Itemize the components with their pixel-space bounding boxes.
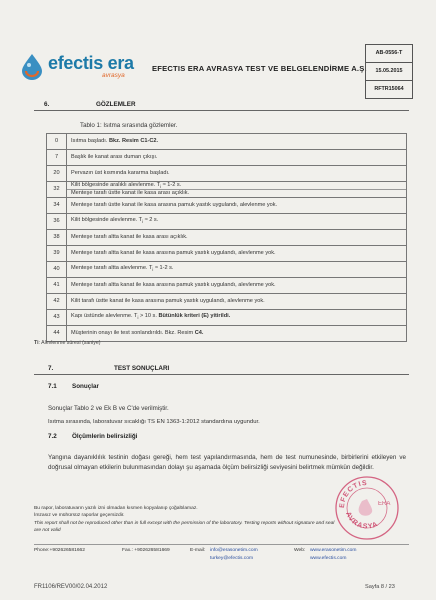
observation-text: Pervazın üst kısmında kararma başladı. [71,170,170,176]
observation-cell [67,262,407,278]
observation-text: ≈ 2 s. [143,217,159,224]
table-caption: Tablo 1: Isıtma sırasında gözlemler. [80,122,178,129]
observation-cell [67,246,407,262]
web-label: Web: [294,548,306,553]
section-6-heading [34,101,409,111]
accreditation-code: AB-0556-T [366,45,412,63]
page-number: Sayfa 8 / 23 [365,584,395,590]
subsection-number: 7.2 [48,433,57,440]
observation-line: Menteşe tarafı üstte kanat ile kasa arası açıklık. [71,190,190,196]
email-link-1[interactable]: info@erasonetim.com [210,548,258,553]
table-row [47,198,407,214]
time-cell: 44 [47,326,67,342]
section-number: 7. [48,365,54,372]
subsection-number: 7.1 [48,383,57,390]
table-row [47,166,407,182]
observation-text: Menteşe tarafı altta kanat ile kasa arası açıklık. [71,234,188,240]
section-title: TEST SONUÇLARI [114,365,170,372]
temperature-paragraph: Isıtma sırasında, laboratuvar sıcaklığı TS EN 1363-1:2012 standardına uygundur. [48,419,260,425]
disclaimer-en-1: This report shall not be reproduced other than in full except with the permission of the laboratory. Testing reports without signature and seal [34,520,335,526]
table-note [34,340,101,346]
observation-text: Menteşe tarafı üstte kanat ile kasa arasına pamuk yastık uygulandı, alevlenme yok. [71,202,278,208]
stamp-right-text: ERA [378,501,391,507]
logo-subtext: avrasya [102,72,125,79]
section-7-heading [34,365,409,375]
report-date: 15.05.2015 [366,63,412,81]
observation-cell [67,230,407,246]
subscript-i: i [152,267,154,273]
observation-cell [67,326,407,342]
subsection-title: Sonuçlar [72,383,99,390]
subscript-i: i [142,219,144,225]
time-cell: 7 [47,150,67,166]
observation-text: Isıtma başladı. [71,138,109,144]
observation-text: Kilit tarafı üstte kanat ile kasa arasına pamuk yastık uygulandı, alevlenme yok. [71,298,265,304]
stamp-bottom-text: AVRASYA [344,510,380,531]
observation-text: Müşterinin onayı ile test sonlandırıldı. Bkz. Resim [71,330,195,336]
time-cell: 32 [47,182,67,198]
subsection-7-2-heading [48,433,138,440]
observation-cell [67,150,407,166]
observation-cell [67,198,407,214]
time-cell: 43 [47,310,67,326]
table-row [47,134,407,150]
time-cell: 42 [47,294,67,310]
observation-cell [67,278,407,294]
section-number: 6. [44,101,50,108]
time-cell: 38 [47,230,67,246]
subscript-i: i [160,184,162,190]
table-row [47,262,407,278]
table-row [47,182,407,198]
observation-cell [67,214,407,230]
web-link-2[interactable]: www.efectis.com [310,556,347,561]
observation-text: Menteşe tarafı altta alevlenme. T [71,265,153,272]
web-link-1[interactable]: www.erasonetim.com [310,548,357,553]
table-row [47,310,407,326]
table-row [47,230,407,246]
time-cell: 0 [47,134,67,150]
time-cell: 39 [47,246,67,262]
disclaimer-en-2: are not valid [34,527,61,533]
table-row [47,214,407,230]
drop-logo-icon [18,52,46,80]
company-name: EFECTIS ERA AVRASYA TEST VE BELGELENDİRME A.Ş. [152,64,367,73]
results-paragraph: Sonuçlar Tablo 2 ve Ek B ve C'de verilmiştir. [48,405,169,412]
form-code: FR1106/REV00/02.04.2012 [34,584,108,590]
observation-text: > 10 s. [138,313,159,320]
observation-text: Menteşe tarafı altta kanat ile kasa arasına pamuk yastık uygulandı, alevlenme yok. [71,250,276,256]
disclaimer-tr-2: İmzasız ve mühürsüz raporlar geçersizdir. [34,513,125,519]
time-cell: 40 [47,262,67,278]
observation-line [67,182,406,190]
time-cell: 41 [47,278,67,294]
observation-text: Menteşe tarafı altta kanat ile kasa arasına pamuk yastık uygulandı, alevlenme yok. [71,282,276,288]
stamp-top-text: EFECTIS [338,479,368,509]
note-text: : Alevlenme süresi (saniye) [38,340,101,346]
observation-emphasis: C4. [194,330,204,336]
observation-cell [67,310,407,326]
report-number: RFTR15064 [374,86,404,92]
observation-emphasis: Bütünlük kriteri (E) yitirildi. [158,313,231,320]
email-link-2[interactable]: turkey@efectis.com [210,556,254,561]
observations-table [46,133,407,342]
observation-cell [67,294,407,310]
observation-text: Kilit bölgesinde alevlenme. T [71,217,143,224]
time-cell: 34 [47,198,67,214]
table-row [47,294,407,310]
phone-number: Phone:+902626581662 [34,548,85,553]
disclaimer-tr-1: Bu rapor, laboratuvarın yazılı izni olmadan kısmen kopyalanıp çoğaltılamaz. [34,506,198,511]
observation-text: ≈ 1-2 s. [161,182,182,188]
table-row [47,278,407,294]
report-code-box [365,44,413,99]
uncertainty-paragraph: Yangına dayanıklılık testinin doğası gereği, hem test yapılandırmasında, hem de test numunesinde, birbirlerini etkileyen ve doğrusal olmayan etkilerin bulunmasından dolayı şu aşamada ölçüm belirsizliği seviyesini belirtmek mümkün değildir. [48,454,406,471]
subsection-7-1-heading [48,383,99,390]
table-row [47,150,407,166]
observation-cell [67,134,407,150]
observation-text: Kilit bölgesinde aralıklı alevlenme. T [71,182,161,188]
observation-emphasis: Bkz. Resim C1-C2. [108,138,159,144]
footer-divider [34,544,409,545]
observation-text: Kapı üstünde alevlenme. T [71,313,138,320]
time-cell: 20 [47,166,67,182]
subsection-title: Ölçümlerin belirsizliği [72,433,138,440]
observation-text: Başlık ile kanat arası duman çıkışı. [71,154,158,160]
observation-cell [67,166,407,182]
note-symbol: Ti [34,340,39,346]
subscript-i: i [137,315,139,321]
observation-cell [67,182,407,198]
section-title: GÖZLEMLER [96,101,136,108]
time-cell: 36 [47,214,67,230]
observation-text: ≈ 1-2 s. [153,265,174,272]
table-row [47,246,407,262]
disclaimer-block [34,505,406,534]
email-label: E-mail: [190,548,206,553]
fax-number: Fax.: +902626581669 [122,548,170,553]
efectis-era-logo [18,48,148,84]
logo-text: efectis era [48,53,134,73]
